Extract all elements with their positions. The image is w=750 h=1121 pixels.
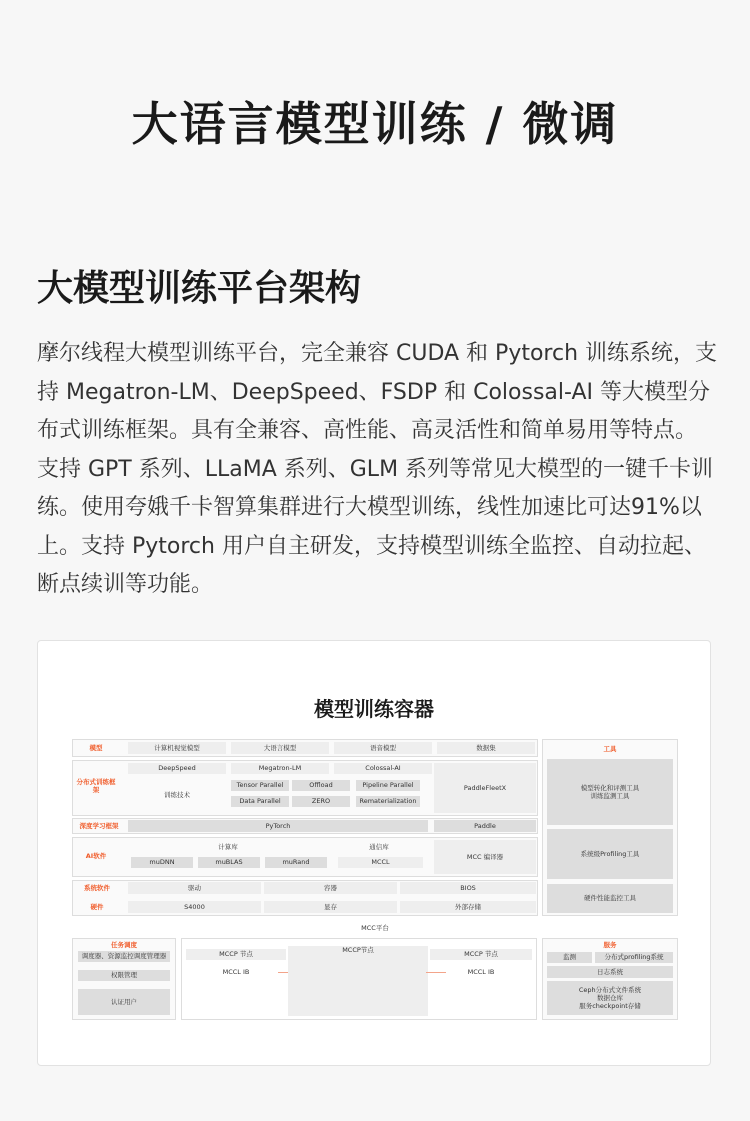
- architecture-diagram: [37, 640, 711, 1066]
- tools-label: 工具: [603, 744, 617, 753]
- tool-item: 模型转化和评测工具 训练监测工具: [547, 759, 673, 825]
- node-left: MCCP 节点: [186, 949, 286, 960]
- pytorch-item: PyTorch: [128, 820, 428, 832]
- lib-item: muDNN: [131, 857, 193, 868]
- tool-item: 系统级Profiling工具: [547, 829, 673, 879]
- comm-lib-label: 通信库: [369, 842, 389, 851]
- model-label: 模型: [89, 743, 103, 752]
- model-item: 语音模型: [334, 742, 432, 754]
- sys-label: 系统软件: [84, 883, 110, 892]
- sched-item: 权限管理: [78, 970, 170, 981]
- description-paragraph: 摩尔线程大模型训练平台，完全兼容 CUDA 和 Pytorch 训练系统，支持 Megatron-LM、DeepSpeed、FSDP 和 Colossal-AI 等大模型分布式训练框架。具有全兼容、高性能、高灵活性和简单易用等特点。支持 GPT 系列、LLaMA 系列、GLM 系列等常见大模型的一键千卡训练。使用夸娥千卡智算集群进行大模型训练，线性加速比可达91%以上。支持 Pytorch 用户自主研发，支持模型训练全监控、自动拉起、断点续训等功能。: [37, 341, 718, 597]
- service-item: 监测: [547, 952, 592, 963]
- service-label: 服务: [603, 940, 617, 949]
- ib-left: MCCL IB: [222, 967, 250, 976]
- framework-item: DeepSpeed: [128, 763, 226, 774]
- model-item: 数据集: [437, 742, 535, 754]
- tool-item: 硬件性能监控工具: [547, 884, 673, 913]
- tech-item: Offload: [292, 780, 350, 791]
- node-right: MCCP 节点: [430, 949, 532, 960]
- model-item: 计算机视觉模型: [128, 742, 226, 754]
- platform-title: MCC平台: [361, 923, 389, 932]
- sys-item: 容器: [264, 882, 397, 894]
- service-item: 分布式profiling系统: [595, 952, 673, 963]
- sys-item: BIOS: [400, 882, 536, 894]
- dist-label: 分布式训练框架: [76, 777, 116, 794]
- paddle-item: Paddle: [434, 820, 536, 832]
- service-item: 日志系统: [547, 966, 673, 978]
- model-item: 大语言模型: [231, 742, 329, 754]
- lib-item: muBLAS: [198, 857, 260, 868]
- dl-label: 深度学习框架: [79, 821, 119, 830]
- tech-item: Tensor Parallel: [231, 780, 289, 791]
- tech-label: 训练技术: [164, 790, 190, 799]
- hw-label: 硬件: [90, 902, 104, 911]
- node-center: MCCP节点: [288, 946, 428, 1016]
- sched-item: 调度器、资源监控调度管理器: [78, 951, 170, 962]
- ib-right: MCCL IB: [467, 967, 495, 976]
- diagram-title: 模型训练容器: [314, 697, 434, 721]
- sys-item: 驱动: [128, 882, 261, 894]
- compiler-item: MCC 编译器: [434, 840, 536, 874]
- tech-item: Pipeline Parallel: [356, 780, 420, 791]
- hw-item: 外部存储: [400, 901, 536, 913]
- service-item: Ceph分布式文件系统 数据仓库 服务checkpoint存储: [547, 981, 673, 1015]
- hw-item: S4000: [128, 901, 261, 913]
- tech-item: Data Parallel: [231, 796, 289, 807]
- hw-item: 显存: [264, 901, 397, 913]
- sched-item: 认证用户: [78, 989, 170, 1015]
- section-title: 大模型训练平台架构: [37, 268, 362, 309]
- compute-lib-label: 计算库: [218, 842, 238, 851]
- mccl-item: MCCL: [338, 857, 423, 868]
- framework-item: Colossal-AI: [334, 763, 432, 774]
- sched-label: 任务调度: [111, 940, 137, 949]
- tech-item: ZERO: [292, 796, 350, 807]
- paddlefleetx-item: PaddleFleetX: [434, 763, 536, 813]
- page-title: 大语言模型训练 / 微调: [131, 97, 619, 151]
- tech-item: Rematerialization: [356, 796, 420, 807]
- ai-label: AI软件: [85, 851, 107, 860]
- lib-item: muRand: [265, 857, 327, 868]
- framework-item: Megatron-LM: [231, 763, 329, 774]
